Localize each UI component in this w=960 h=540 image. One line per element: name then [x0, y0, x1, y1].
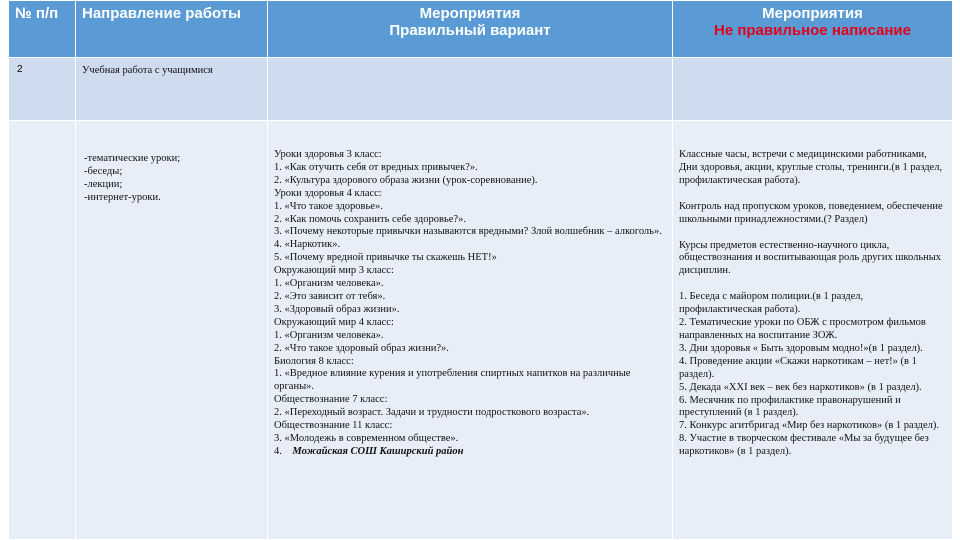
row-number: 2 [9, 58, 76, 121]
header-incorrect-spelling: Не правильное написание [713, 22, 911, 39]
list-item: 3. «Почему некоторые привычки называются вредными? Злой волшебник – алкоголь». [274, 226, 662, 238]
list-item: 2. Тематические уроки по ОБЖ с просмотром фильмов направленных на воспитание ЗОЖ. [679, 317, 926, 341]
header-events-title: Мероприятия [419, 5, 521, 22]
events-table [8, 0, 953, 540]
school-name: Можайская СОШ Каширский район [292, 445, 464, 457]
list-item-number: 4. [274, 445, 282, 457]
list-item: 7. Конкурс агитбригад «Мир без наркотиков» (в 1 раздел). [679, 420, 940, 432]
list-item: 6. Месячник по профилактике правонарушений и преступлений (в 1 раздел). [679, 394, 901, 419]
correct-events-cell [268, 121, 673, 540]
list-item: 2. «Что такое здоровый образ жизни?». [274, 342, 449, 354]
header-events-title-2: Мероприятия [762, 5, 863, 22]
list-item: -интернет-уроки. [84, 191, 161, 203]
header-events-incorrect [673, 1, 953, 58]
list-item: 3. «Молодежь в современном обществе». [274, 432, 459, 444]
header-events-correct [268, 1, 673, 58]
empty-cell [673, 58, 953, 121]
list-item: 2. «Это зависит от тебя». [274, 290, 386, 302]
list-item: Уроки здоровья 4 класс: [274, 187, 382, 199]
header-row [9, 1, 953, 58]
list-item: 5. Декада «XXI век – век без наркотиков» (в 1 раздел). [679, 381, 922, 393]
list-item: 1. «Что такое здоровье». [274, 200, 383, 212]
work-forms-cell [76, 121, 268, 540]
list-item: 1. «Организм человека». [274, 278, 384, 290]
list-item: -беседы; [84, 165, 123, 177]
row-direction: Учебная работа с учащимися [76, 58, 268, 121]
list-item: Обществознание 7 класс: [274, 394, 388, 406]
list-item: 4. «Наркотик». [274, 239, 341, 251]
incorrect-events-cell [673, 121, 953, 540]
list-item: Биология 8 класс: [274, 355, 354, 367]
paragraph: Контроль над пропуском уроков, поведением, обеспечение школьными принадлежностями.(? Раздел) [679, 200, 943, 225]
list-item: 2. «Как помочь сохранить себе здоровье?». [274, 213, 466, 225]
empty-cell [9, 121, 76, 540]
paragraph: Классные часы, встречи с медицинскими работниками, Дни здоровья, акции, круглые столы, тренинги.(в 1 раздел, профилактическая работа). [679, 149, 943, 186]
list-item: 1. Беседа с майором полиции.(в 1 раздел, профилактическая работа). [679, 291, 864, 316]
list-item: 1. «Организм человека». [274, 329, 384, 341]
list-item: -тематические уроки; [84, 153, 181, 164]
list-item: 1. «Вредное влияние курения и употребления спиртных напитков на различные органы». [274, 368, 631, 393]
list-item: 3. «Здоровый образ жизни». [274, 303, 400, 315]
header-direction: Направление работы [76, 1, 268, 58]
table-row [9, 58, 953, 121]
list-item: 1. «Как отучить себя от вредных привычек?». [274, 161, 478, 173]
list-item: Окружающий мир 4 класс: [274, 316, 394, 328]
list-item: -лекции; [84, 178, 123, 190]
header-correct-variant: Правильный вариант [389, 22, 551, 39]
list-item: Окружающий мир 3 класс: [274, 265, 394, 277]
list-item: Уроки здоровья 3 класс: [274, 149, 382, 160]
header-number: № п/п [9, 1, 76, 58]
table-row [9, 121, 953, 540]
list-item: 2. «Культура здорового образа жизни (урок-соревнование). [274, 174, 538, 186]
list-item: 5. «Почему вредной привычке ты скажешь НЕТ!» [274, 252, 497, 264]
paragraph: Курсы предметов естественно-научного цикла, обществознания и воспитывающая роль других школьных дисциплин. [679, 239, 942, 277]
list-item: 3. Дни здоровья « Быть здоровым модно!»(в 1 раздел). [679, 342, 923, 354]
list-item: 4. Проведение акции «Скажи наркотикам – нет!» (в 1 раздел). [679, 355, 917, 380]
list-item: 2. «Переходный возраст. Задачи и трудности подросткового возраста». [274, 407, 590, 419]
list-item-last [274, 446, 666, 459]
empty-cell [268, 58, 673, 121]
list-item: 8. Участие в творческом фестивале «Мы за будущее без наркотиков» (в 1 раздел). [679, 433, 929, 458]
list-item: Обществознание 11 класс: [274, 420, 393, 432]
